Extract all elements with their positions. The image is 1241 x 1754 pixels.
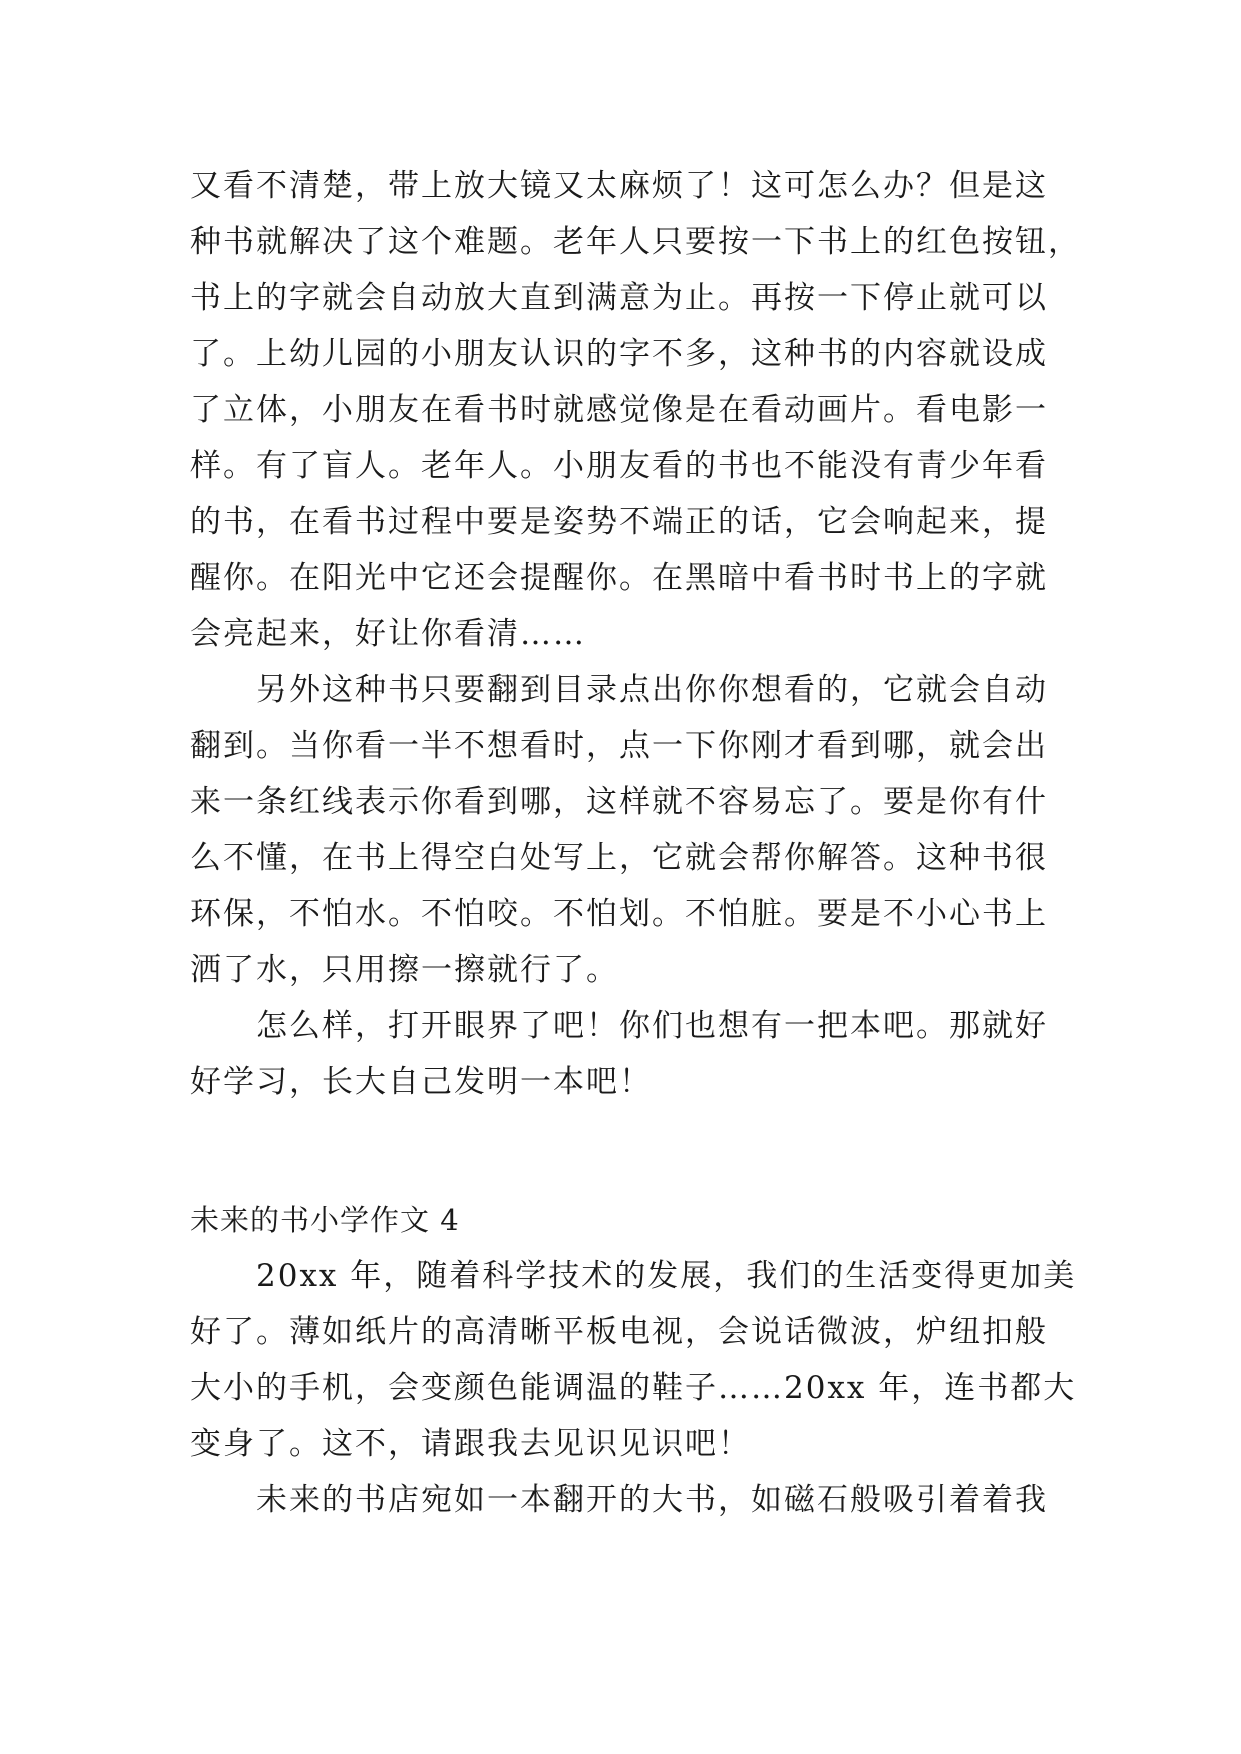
text-line: 么不懂，在书上得空白处写上，它就会帮你解答。这种书很: [190, 840, 1048, 876]
text-line: 种书就解决了这个难题。老年人只要按一下书上的红色按钮，: [190, 224, 1081, 260]
text-line: 翻到。当你看一半不想看时，点一下你刚才看到哪，就会出: [190, 728, 1048, 764]
text-line: 环保，不怕水。不怕咬。不怕划。不怕脏。要是不小心书上: [190, 896, 1048, 932]
text-line: 了立体，小朋友在看书时就感觉像是在看动画片。看电影一: [190, 392, 1048, 428]
text-line: 又看不清楚，带上放大镜又太麻烦了！这可怎么办？但是这: [190, 168, 1048, 204]
text-line: 醒你。在阳光中它还会提醒你。在黑暗中看书时书上的字就: [190, 560, 1048, 596]
text-line: 的书，在看书过程中要是姿势不端正的话，它会响起来，提: [190, 504, 1048, 540]
text-line: 样。有了盲人。老年人。小朋友看的书也不能没有青少年看: [190, 448, 1048, 484]
paragraph-start: 另外这种书只要翻到目录点出你你想看的，它就会自动: [256, 672, 1048, 708]
text-line: 了。上幼儿园的小朋友认识的字不多，这种书的内容就设成: [190, 336, 1048, 372]
text-line: 大小的手机，会变颜色能调温的鞋子……20xx 年，连书都大: [190, 1370, 1077, 1406]
section-heading: 未来的书小学作文 4: [190, 1203, 460, 1237]
text-line: 变身了。这不，请跟我去见识见识吧！: [190, 1426, 751, 1462]
text-line: 书上的字就会自动放大直到满意为止。再按一下停止就可以: [190, 280, 1048, 316]
text-line: 来一条红线表示你看到哪，这样就不容易忘了。要是你有什: [190, 784, 1048, 820]
text-line: 会亮起来，好让你看清……: [190, 616, 586, 652]
text-line: 好学习，长大自己发明一本吧！: [190, 1064, 652, 1100]
paragraph-start: 20xx 年，随着科学技术的发展，我们的生活变得更加美: [256, 1258, 1077, 1294]
text-line: 好了。薄如纸片的高清晰平板电视，会说话微波，炉纽扣般: [190, 1314, 1048, 1350]
paragraph-start: 未来的书店宛如一本翻开的大书，如磁石般吸引着着我: [256, 1482, 1048, 1518]
text-line: 洒了水，只用擦一擦就行了。: [190, 952, 619, 988]
paragraph-start: 怎么样，打开眼界了吧！你们也想有一把本吧。那就好: [256, 1008, 1048, 1044]
